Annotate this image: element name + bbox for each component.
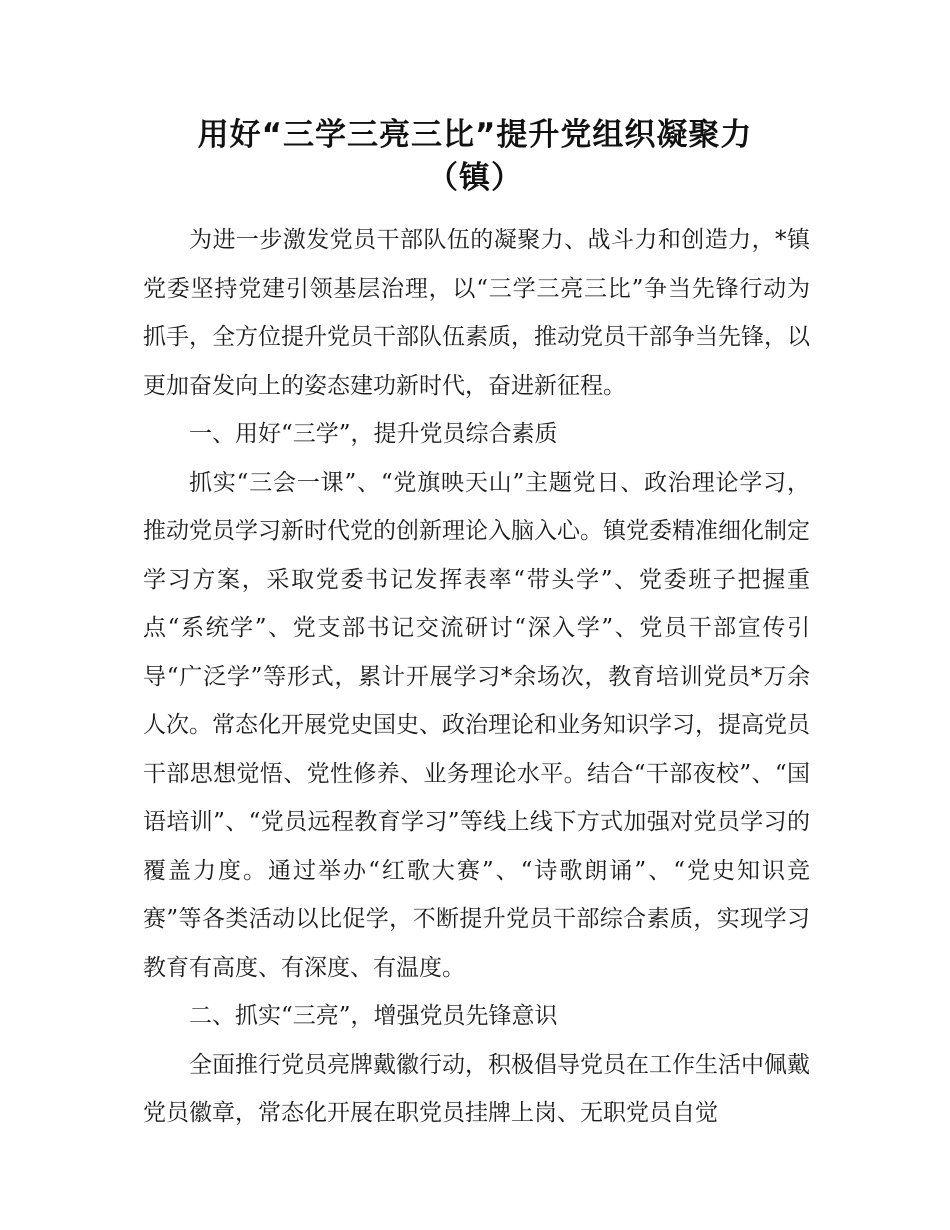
intro-paragraph: 为进一步激发党员干部队伍的凝聚力、战斗力和创造力，*镇党委坚持党建引领基层治理，以“三学三亮三比”争当先锋行动为抓手，全方位提升党员干部队伍素质，推动党员干部争当先锋，以更加奋发向上的姿态建功新时代，奋进新征程。 <box>143 227 810 399</box>
section-heading-1: 一、用好“三学”，提升党员综合素质 <box>189 421 558 447</box>
section-1-paragraph: 抓实“三会一课”、“党旗映天山”主题党日、政治理论学习，推动党员学习新时代党的创新理论入脑入心。镇党委精准细化制定学习方案，采取党委书记发挥表率“带头学”、党委班子把握重点“系统学”、党支部书记交流研讨“深入学”、党员干部宣传引导“广泛学”等形式，累计开展学习*余场次，教育培训党员*万余人次。常态化开展党史国史、政治理论和业务知识学习，提高党员干部思想觉悟、党性修养、业务理论水平。结合“干部夜校”、“国语培训”、“党员远程教育学习”等线上线下方式加强对党员学习的覆盖力度。通过举办“红歌大赛”、“诗歌朗诵”、“党史知识竞赛”等各类活动以比促学，不断提升党员干部综合素质，实现学习教育有高度、有深度、有温度。 <box>143 469 810 981</box>
document-title: 用好“三学三亮三比”提升党组织凝聚力 <box>197 117 753 153</box>
section-2-paragraph: 全面推行党员亮牌戴徽行动，积极倡导党员在工作生活中佩戴党员徽章，常态化开展在职党员挂牌上岗、无职党员自觉 <box>143 1051 810 1126</box>
document-body <box>143 216 810 1138</box>
section-heading-2: 二、抓实“三亮”，增强党员先锋意识 <box>189 1003 558 1029</box>
document-subtitle: （镇） <box>427 160 523 196</box>
